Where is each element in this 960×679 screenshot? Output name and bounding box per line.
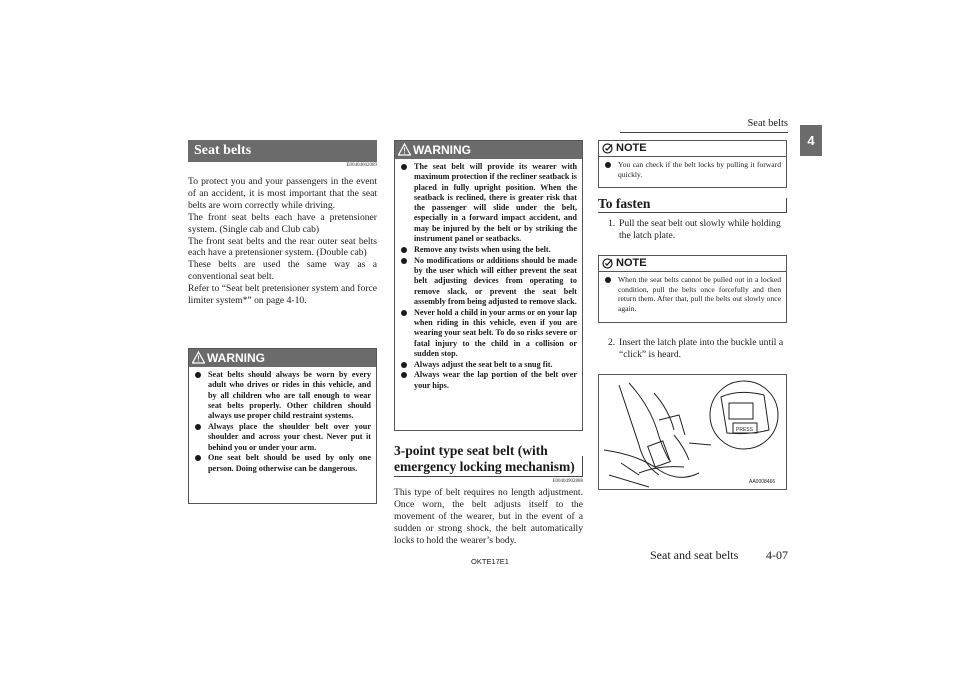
footer-page-number: 4-07: [766, 548, 788, 562]
warning-label: WARNING: [413, 143, 471, 157]
warning-item: [194, 453, 371, 474]
figure-inset-label: PRESS: [736, 427, 753, 433]
bullet-icon: [605, 162, 611, 168]
footer-section-name: Seat and seat belts: [650, 548, 739, 562]
bullet-icon: [605, 277, 611, 283]
subsection-text: This type of belt requires no length adjustment. Once worn, the belt adjusts itself to the movement of the wearer, but in the event of a sudden or strong shock, the belt automatically locks to hold the wearer’s body.: [394, 487, 583, 546]
warning-list: [395, 159, 582, 396]
note-item: [604, 160, 781, 179]
warning-item: [194, 370, 371, 421]
footer-doc-code: OKTE17E1: [471, 557, 509, 566]
fasten-rule: [598, 212, 787, 213]
warning-triangle-icon: [398, 143, 411, 156]
note-label: NOTE: [616, 257, 647, 269]
warning-box: [188, 348, 377, 504]
note-header: [599, 256, 786, 272]
bullet-icon: [195, 455, 201, 461]
warning-item-text: Always place the shoulder belt over your shoulder and across your chest. Never put it behind you or under your arm.: [208, 421, 371, 452]
figure-seat-belt-buckle: [598, 374, 787, 490]
note-item-text: When the seat belts cannot be pulled out in a locked condition, pull the belts once forcefully and then return them. After that, pull the belts out slowly once again.: [618, 275, 781, 313]
warning-item: [400, 245, 577, 255]
note-icon: [602, 258, 614, 269]
section-code: E00404602089: [346, 163, 377, 168]
bullet-icon: [401, 247, 407, 253]
note-item: [604, 275, 781, 313]
bullet-icon: [195, 424, 201, 430]
warning-item-text: No modifications or additions should be made by the user which will either prevent the seat belt adjusting devices from operating to remove slack, or prevent the seat belt assembly from being adjusted to remove slack.: [414, 255, 577, 306]
bullet-icon: [401, 164, 407, 170]
warning-item: [400, 360, 577, 370]
intro-text: [188, 176, 377, 307]
warning-label: WARNING: [207, 351, 265, 365]
step-2: [608, 337, 787, 361]
note-icon: [602, 143, 614, 154]
subsection-rule-end: [582, 456, 583, 476]
note-label: NOTE: [616, 142, 647, 154]
warning-item: [400, 370, 577, 391]
intro-paragraph: The front seat belts and the rear outer seat belts each have a pretensioner system. (Double cab): [188, 235, 377, 259]
bullet-icon: [195, 372, 201, 378]
note-list: [599, 272, 786, 317]
intro-paragraph: Refer to “Seat belt pretensioner system and force limiter system*” on page 4-10.: [188, 283, 377, 307]
warning-box: [394, 140, 583, 431]
subsection-title-line: emergency locking mechanism): [394, 459, 575, 474]
bullet-icon: [401, 372, 407, 378]
note-list: [599, 157, 786, 183]
subsection-title: [394, 443, 583, 475]
note-box: [598, 140, 787, 188]
warning-list: [189, 367, 376, 478]
note-header: [599, 141, 786, 157]
warning-item: [194, 422, 371, 453]
warning-item: [400, 256, 577, 307]
bullet-icon: [401, 310, 407, 316]
warning-header: [395, 141, 582, 159]
step-text: Insert the latch plate into the buckle until a “click” is heard.: [619, 337, 784, 360]
warning-item-text: One seat belt should be used by only one person. Doing otherwise can be dangerous.: [208, 453, 371, 473]
warning-header: [189, 349, 376, 367]
header-rule: [620, 132, 788, 133]
warning-item: [400, 308, 577, 359]
warning-item-text: Remove any twists when using the belt.: [414, 244, 551, 254]
subsection-title-line: 3-point type seat belt (with: [394, 443, 548, 458]
warning-item-text: Always wear the lap portion of the belt over your hips.: [414, 370, 577, 390]
step-text: Pull the seat belt out slowly while holding the latch plate.: [619, 218, 781, 241]
subsection-rule: [394, 476, 583, 477]
warning-item-text: Seat belts should always be worn by every adult who drives or rides in this vehicle, and by all children who are tall enough to wear seat belts properly. Other children should always use proper child restraint systems.: [208, 370, 371, 421]
note-box: [598, 255, 787, 323]
subsection-code: E00404902888: [552, 479, 583, 484]
bullet-icon: [401, 362, 407, 368]
intro-paragraph: To protect you and your passengers in the event of an accident, it is most important that the seat belts are worn correctly while driving.: [188, 176, 377, 211]
warning-item-text: Never hold a child in your arms or on your lap when riding in this vehicle, even if you are wearing your seat belt. To do so risks severe or fatal injury to the child in a collision or sudden stop.: [414, 307, 577, 358]
note-item-text: You can check if the belt locks by pulling it forward quickly.: [618, 160, 781, 179]
warning-item-text: Always adjust the seat belt to a snug fit.: [414, 359, 553, 369]
seat-belt-illustration: [599, 375, 786, 489]
figure-code: AA0008466: [749, 479, 776, 485]
running-header: Seat belts: [747, 118, 788, 129]
step-number: 2.: [608, 337, 616, 348]
fasten-rule-end: [786, 198, 787, 212]
chapter-tab: 4: [800, 125, 822, 156]
warning-item: [400, 162, 577, 244]
intro-paragraph: These belts are used the same way as a conventional seat belt.: [188, 259, 377, 283]
intro-paragraph: The front seat belts each have a pretensioner system. (Single cab and Club cab): [188, 211, 377, 235]
step-number: 1.: [608, 218, 616, 229]
section-title: Seat belts: [188, 140, 377, 162]
fasten-title: To fasten: [598, 196, 651, 211]
warning-triangle-icon: [192, 351, 205, 364]
warning-item-text: The seat belt will provide its wearer with maximum protection if the recliner seatback is placed in fully upright position. When the seatback is reclined, there is greater risk that the passenger will slide under the belt, especially in a forward impact accident, and may be injured by the belt or by striking the instrument panel or seatbacks.: [414, 162, 577, 244]
bullet-icon: [401, 258, 407, 264]
step-1: [608, 218, 787, 242]
